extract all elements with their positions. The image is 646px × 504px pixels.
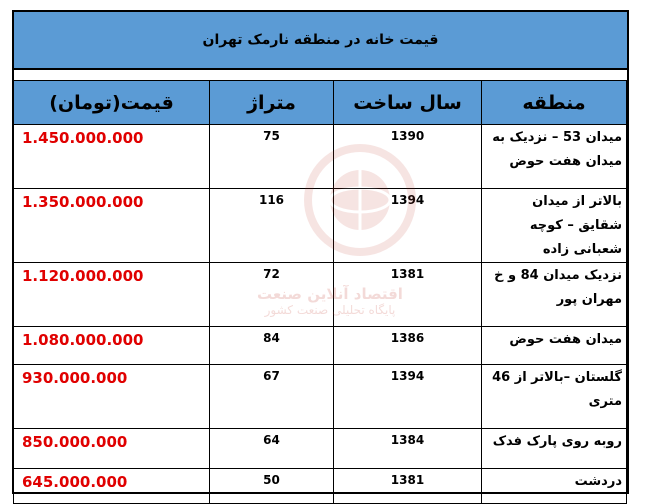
- title-bar: [14, 12, 627, 70]
- cell-region: گلستان –بالاتر از 46 متری: [482, 365, 627, 429]
- spacer: [14, 70, 627, 80]
- table-row: [14, 125, 627, 189]
- cell-region: بالاتر از میدان شقایق – کوچه شعبانی زاده: [482, 189, 627, 263]
- cell-year: 1390: [334, 125, 482, 189]
- header-price: قیمت(تومان): [14, 81, 210, 125]
- cell-area: 84: [210, 327, 334, 365]
- cell-year: 1381: [334, 469, 482, 504]
- cell-year: 1386: [334, 327, 482, 365]
- cell-region: میدان هفت حوض: [482, 327, 627, 365]
- cell-area: 75: [210, 125, 334, 189]
- cell-year: 1394: [334, 365, 482, 429]
- price-sheet: [12, 10, 629, 494]
- table-row: [14, 365, 627, 429]
- cell-region: میدان 53 – نزدیک به میدان هفت حوض: [482, 125, 627, 189]
- header-area: متراژ: [210, 81, 334, 125]
- cell-area: 64: [210, 429, 334, 469]
- cell-price: 930.000.000: [14, 365, 210, 429]
- cell-area: 50: [210, 469, 334, 504]
- price-table: [13, 80, 627, 504]
- watermark-line2: پایگاه تحلیلی صنعت کشور: [264, 303, 396, 317]
- cell-area: 72: [210, 263, 334, 327]
- page-title: قیمت خانه در منطقه نارمک تهران: [202, 32, 439, 48]
- cell-price: 850.000.000: [14, 429, 210, 469]
- table-row: [14, 429, 627, 469]
- cell-year: 1384: [334, 429, 482, 469]
- cell-area: 116: [210, 189, 334, 263]
- cell-price: 645.000.000: [14, 469, 210, 504]
- cell-price: 1.080.000.000: [14, 327, 210, 365]
- cell-year: 1394: [334, 189, 482, 263]
- header-year: سال ساخت: [334, 81, 482, 125]
- header-region: منطقه: [482, 81, 627, 125]
- cell-price: 1.350.000.000: [14, 189, 210, 263]
- table-row: [14, 263, 627, 327]
- cell-area: 67: [210, 365, 334, 429]
- cell-region: دردشت: [482, 469, 627, 504]
- cell-region: نزدیک میدان 84 و خ مهران پور: [482, 263, 627, 327]
- table-row: [14, 189, 627, 263]
- cell-price: 1.450.000.000: [14, 125, 210, 189]
- watermark-line1: اقتصاد آنلاین صنعت: [257, 285, 403, 303]
- cell-region: روبه روی پارک فدک: [482, 429, 627, 469]
- table-row: [14, 469, 627, 504]
- cell-year: 1381: [334, 263, 482, 327]
- table-header-row: [14, 81, 627, 125]
- table-row: [14, 327, 627, 365]
- cell-price: 1.120.000.000: [14, 263, 210, 327]
